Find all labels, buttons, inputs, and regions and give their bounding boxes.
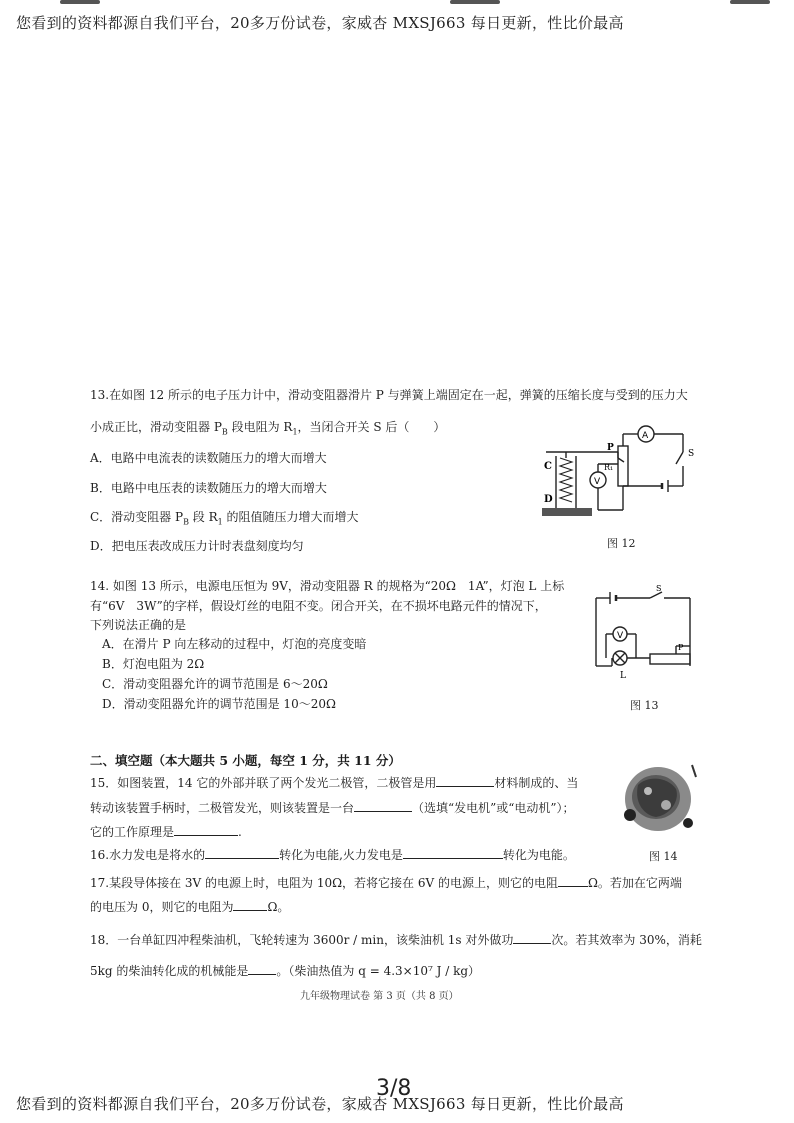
q14-option-c: C．滑动变阻器允许的调节范围是 6～20Ω [102,677,328,691]
q14-line1: 14. 如图 13 所示，电源电压恒为 9V，滑动变阻器 R 的规格为“20Ω 1A”，灯泡 L 上标 [90,579,565,593]
q18-line2: 5kg 的柴油转化成的机械能是 。（柴油热值为 q = 4.3×10⁷ J / kg） [90,964,481,978]
fig13-voltmeter-label: V [617,631,624,641]
q15-line1: 15．如图装置，14 它的外部并联了两个发光二极管，二极管是用 材料制成的、当 [90,776,579,790]
fig13-p-label: P [678,643,684,652]
scan-smudge [730,0,770,4]
fig12-voltmeter-label: V [594,477,601,487]
fig13-lamp-label: L [620,671,626,681]
top-ad-banner: 您看到的资料都源自我们平台，20多万份试卷，家威杏 MXSJ663 每日更新，性比价最高 [16,14,624,32]
q16-line: 16.水力发电是将水的 转化为电能,火力发电是 转化为电能。 [90,848,575,862]
q14-line3: 下列说法正确的是 [90,618,187,632]
q15-line2: 转动该装置手柄时，二极管发光，则该装置是一台 （选填“发电机”或“电动机”）； [90,801,575,815]
page-indicator: 3/8 [376,1076,412,1101]
q13-line1: 13.在如图 12 所示的电子压力计中，滑动变阻器滑片 P 与弹簧上端固定在一起，弹簧的压缩长度与受到的压力大 [90,388,688,402]
q14-option-a: A．在滑片 P 向左移动的过程中，灯泡的亮度变暗 [102,637,367,651]
fig12-ammeter-label: A [642,431,649,441]
q18-line1: 18．一台单缸四冲程柴油机，飞轮转速为 3600r / min，该柴油机 1s 对外做功 次。若其效率为 30%，消耗 [90,933,702,947]
scan-smudge [450,0,500,4]
figure-14-caption: 图 14 [649,850,678,863]
fig12-d-label: D [544,494,553,505]
q14-line2: 有“6V 3W”的字样，假设灯丝的电阻不变。闭合开关，在不损坏电路元件的情况下， [90,599,547,613]
figure-13-circuit [590,584,700,680]
q14-option-b: B．灯泡电阻为 2Ω [102,657,205,671]
q13-option-a: A．电路中电流表的读数随压力的增大而增大 [90,451,327,465]
q13-option-c: C．滑动变阻器 $P_B$ 段 $R_1$ 的阻值随压力增大而增大 [90,510,359,527]
section-2-heading: 二、填空题（本大题共 5 小题，每空 1 分，共 11 分） [90,753,401,768]
figure-12-circuit [538,424,698,524]
fig13-switch-label: S [656,584,662,593]
q14-option-d: D．滑动变阻器允许的调节范围是 10～20Ω [102,697,336,711]
fig12-switch-label: S [688,449,695,459]
figure-12-caption: 图 12 [607,537,636,550]
figure-13-caption: 图 13 [630,699,659,712]
q13-line2: 小成正比，滑动变阻器 $P_B$ 段电阻为 $R_1$，当闭合开关 S 后（ ） [90,420,446,437]
q17-line2: 的电压为 0，则它的电阻为 Ω。 [90,900,290,914]
fig12-c-label: C [544,461,552,472]
fig12-r1-label: R₁ [604,463,614,472]
bottom-ad-banner: 您看到的资料都源自我们平台，20多万份试卷，家威杏 MXSJ663 每日更新，性比价最高 [16,1095,624,1113]
q17-line1: 17.某段导体接在 3V 的电源上时，电阻为 10Ω，若将它接在 6V 的电源上，则它的电阻 Ω。若加在它两端 [90,876,682,890]
page-footer: 九年级物理试卷 第 3 页（共 8 页） [300,991,459,1002]
scan-smudge [60,0,100,4]
q15-line3: 它的工作原理是 . [90,825,242,839]
q13-option-d: D．把电压表改成压力计时表盘刻度均匀 [90,539,304,553]
q13-option-b: B．电路中电压表的读数随压力的增大而增大 [90,481,327,495]
fig12-p-label: P [607,443,614,453]
figure-14-generator-image [618,755,703,840]
